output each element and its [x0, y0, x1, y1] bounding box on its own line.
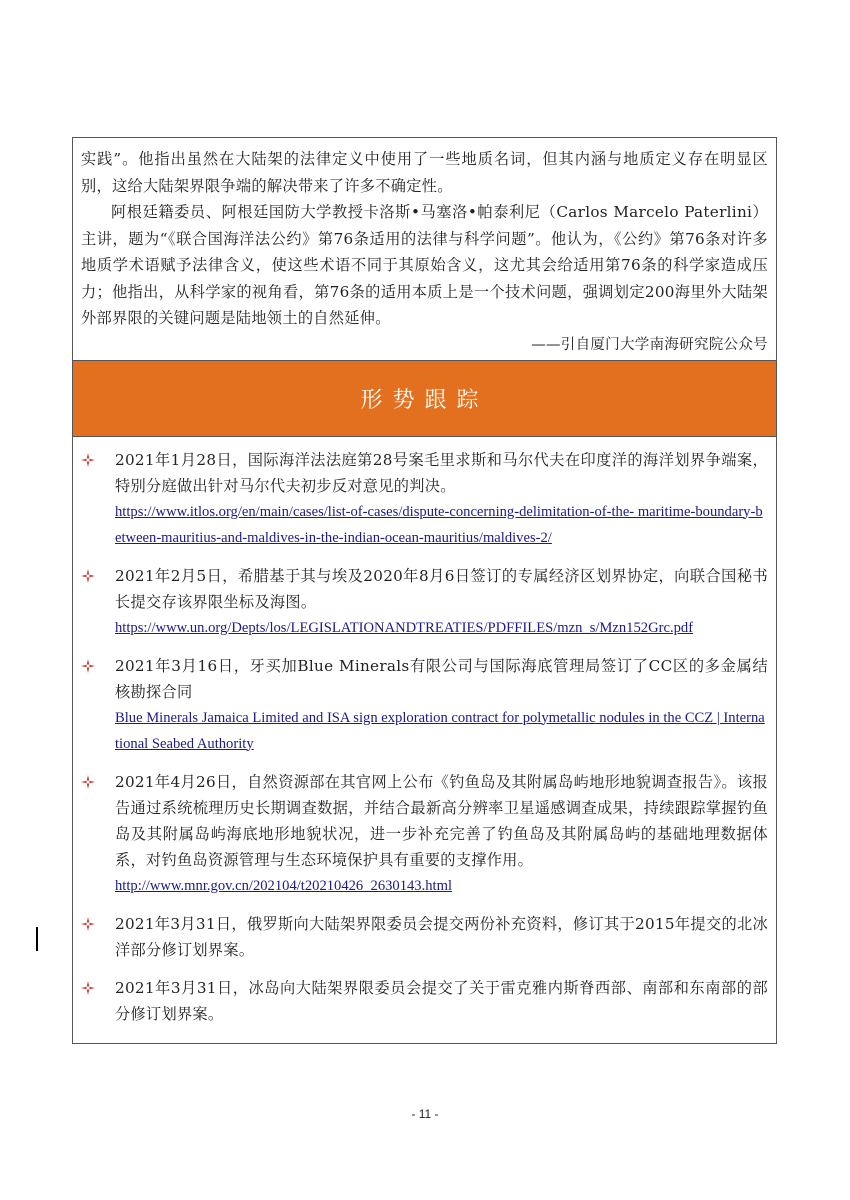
item-text: 2021年1月28日，国际海洋法法庭第28号案毛里求斯和马尔代夫在印度洋的海洋划界争端案，特别分庭做出针对马尔代夫初步反对意见的判决。	[115, 450, 768, 495]
list-item	[81, 975, 768, 1027]
item-link[interactable]: Blue Minerals Jamaica Limited and ISA sign exploration contract for polymetallic nodules in the CCZ | International Seabed Authority	[115, 709, 765, 752]
news-list	[73, 437, 776, 1043]
diamond-bullet-icon	[81, 447, 115, 471]
item-text: 2021年3月16日，牙买加Blue Minerals有限公司与国际海底管理局签订了CC区的多金属结核勘探合同	[115, 656, 768, 701]
intro-section	[73, 138, 776, 361]
item-text: 2021年2月5日，希腊基于其与埃及2020年8月6日签订的专属经济区划界协定，向联合国秘书长提交存该界限坐标及海图。	[115, 566, 768, 611]
section-title: 形势跟踪	[360, 387, 489, 413]
list-item	[81, 563, 768, 641]
diamond-bullet-icon	[81, 653, 115, 677]
diamond-bullet-icon	[81, 911, 115, 935]
text-cursor	[36, 927, 38, 951]
diamond-bullet-icon	[81, 975, 115, 999]
diamond-bullet-icon	[81, 769, 115, 793]
list-item	[81, 911, 768, 963]
list-item	[81, 653, 768, 757]
intro-paragraph-2: 阿根廷籍委员、阿根廷国防大学教授卡洛斯•马塞洛•帕泰利尼（Carlos Marcelo Paterlini）主讲，题为“《联合国海洋法公约》第76条适用的法律与科学问题”。他认为，《公约》第76条对许多地质学术语赋予法律含义，使这些术语不同于其原始含义，这尤其会给适用第76条的科学家造成压力；他指出，从科学家的视角看，第76条的适用本质上是一个技术问题，强调划定200海里外大陆架外部界限的关键问题是陆地领土的自然延伸。	[81, 203, 768, 327]
item-text: 2021年4月26日，自然资源部在其官网上公布《钓鱼岛及其附属岛屿地形地貌调查报告》。该报告通过系统梳理历史长期调查数据，并结合最新高分辨率卫星遥感调查成果，持续跟踪掌握钓鱼岛及其附属岛屿海底地形地貌状况，进一步补充完善了钓鱼岛及其附属岛屿的基础地理数据体系，对钓鱼岛资源管理与生态环境保护具有重要的支撑作用。	[115, 772, 768, 869]
list-item	[81, 769, 768, 899]
item-link[interactable]: https://www.itlos.org/en/main/cases/list-of-cases/dispute-concerning-delimitation-of-the- maritime-boundary-between-mauritius-and-maldives-in-the-indian-ocean-mauritius/maldives-2/	[115, 503, 763, 546]
list-item	[81, 447, 768, 551]
item-text: 2021年3月31日，俄罗斯向大陆架界限委员会提交两份补充资料，修订其于2015年提交的北冰洋部分修订划界案。	[115, 914, 768, 959]
source-attribution: ——引自厦门大学南海研究院公众号	[531, 336, 768, 353]
page-number: - 11 -	[411, 1107, 439, 1121]
diamond-bullet-icon	[81, 563, 115, 587]
item-text: 2021年3月31日，冰岛向大陆架界限委员会提交了关于雷克雅内斯脊西部、南部和东南部的部分修订划界案。	[115, 978, 768, 1023]
item-link[interactable]: https://www.un.org/Depts/los/LEGISLATIONANDTREATIES/PDFFILES/mzn_s/Mzn152Grc.pdf	[115, 619, 694, 636]
intro-paragraph-1: 实践”。他指出虽然在大陆架的法律定义中使用了一些地质名词，但其内涵与地质定义存在明显区别，这给大陆架界限争端的解决带来了许多不确定性。	[81, 150, 768, 195]
item-link[interactable]: http://www.mnr.gov.cn/202104/t20210426_2630143.html	[115, 877, 453, 894]
content-frame	[72, 137, 777, 1044]
section-banner	[73, 361, 776, 437]
